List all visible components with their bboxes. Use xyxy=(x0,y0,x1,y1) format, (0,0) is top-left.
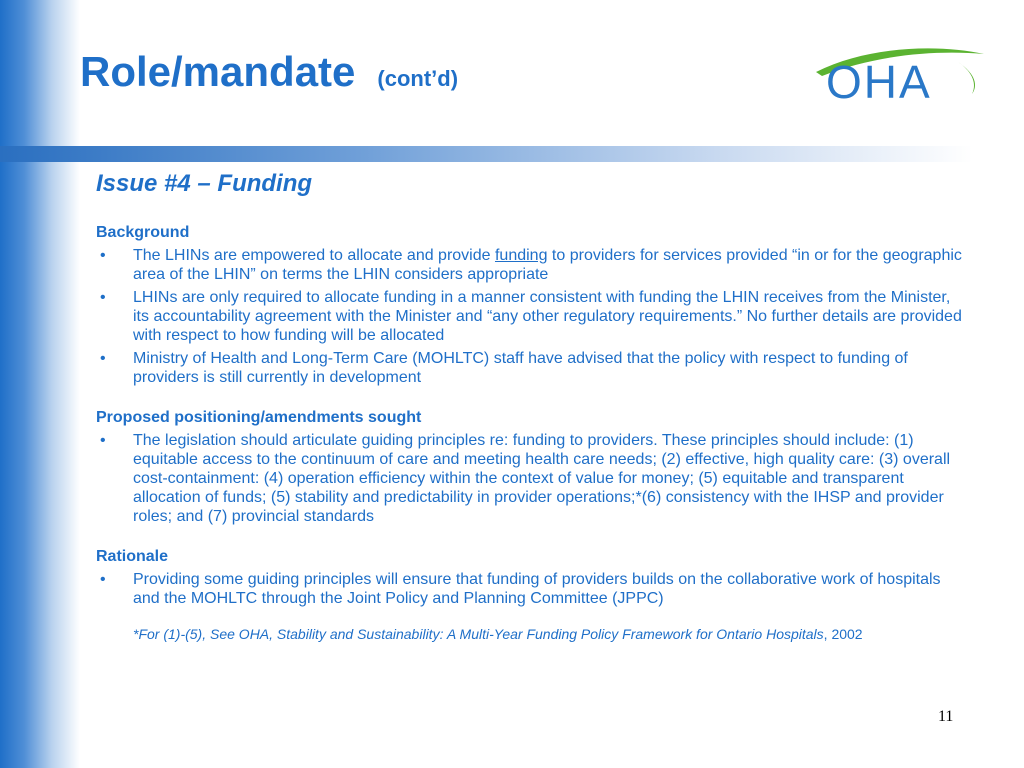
footnote-year: , 2002 xyxy=(823,626,863,642)
proposed-list xyxy=(96,431,966,526)
list-item: • The legislation should articulate guiding principles re: funding to providers. These principles should include: (1) equitable access to the continuum of care and meeting health care needs; (2) effective, high quality care: (3) overall cost-containment: (4) operation efficiency within the context of value for money; (5) equitable and transparent allocation of funds; (5) stability and predictability in provider operations;*(6) consistency with the IHSP and provider roles; and (7) provincial standards xyxy=(96,431,966,526)
left-gradient-band xyxy=(0,0,80,768)
background-heading: Background xyxy=(96,224,190,241)
proposed-heading: Proposed positioning/amendments sought xyxy=(96,409,422,426)
header-divider-bar xyxy=(0,146,1024,162)
slide-title xyxy=(80,48,458,104)
list-item: • Ministry of Health and Long-Term Care (MOHLTC) staff have advised that the policy with respect to funding of providers is still currently in development xyxy=(96,349,966,387)
rationale-list xyxy=(96,570,966,608)
issue-heading: Issue #4 – Funding xyxy=(96,170,313,197)
rationale-heading: Rationale xyxy=(96,548,169,565)
footnote-italic: *For (1)-(5), See OHA, Stability and Sustainability: A Multi-Year Funding Policy Framework for Ontario Hospitals xyxy=(133,626,824,642)
oha-logo xyxy=(808,40,988,110)
list-item xyxy=(96,246,966,284)
page-number: 11 xyxy=(938,708,954,725)
slide-body xyxy=(96,170,966,643)
bullet-text: to providers for services provided “in or for the geographic area of the LHIN” on terms the LHIN considers appropriate xyxy=(133,247,962,283)
title-main: Role/mandate xyxy=(80,48,356,95)
list-item: • Providing some guiding principles will ensure that funding of providers builds on the collaborative work of hospitals and the MOHLTC through the Joint Policy and Planning Committee (JPPC) xyxy=(96,570,966,608)
title-sub: (cont’d) xyxy=(377,66,459,91)
logo-wordmark: OHA xyxy=(826,56,932,108)
bullet-text: The LHINs are empowered to allocate and provide xyxy=(133,247,495,264)
background-list xyxy=(96,246,966,387)
funding-link[interactable]: funding xyxy=(494,247,548,264)
footnote xyxy=(133,626,966,643)
list-item: • LHINs are only required to allocate funding in a manner consistent with funding the LHIN receives from the Minister, its accountability agreement with the Minister and “any other regulatory requirements.” No further details are provided with respect to how funding will be allocated xyxy=(96,288,966,345)
